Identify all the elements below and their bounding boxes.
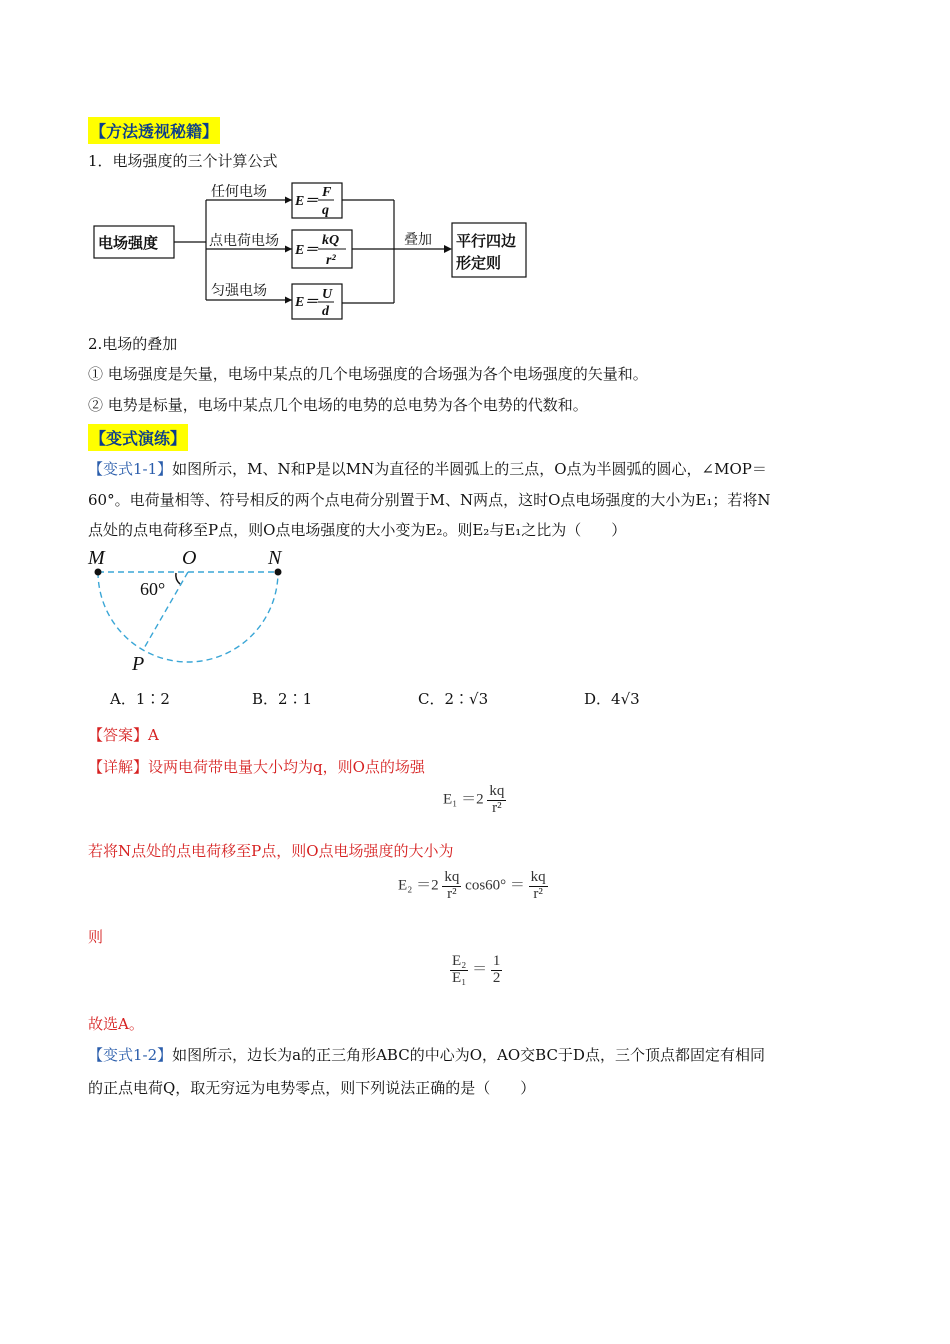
equation-2	[398, 870, 548, 903]
formula-1-num: F	[322, 185, 332, 200]
diagram-branch-2: 点电荷电场	[209, 233, 279, 249]
arrow-3	[285, 297, 292, 304]
equation-3	[450, 954, 502, 987]
option-c[interactable]: C．2∶√3	[418, 690, 489, 708]
eq3-num2: 1	[492, 953, 501, 969]
q1-line-1	[88, 458, 767, 479]
diagram-branch-1: 任何电场	[211, 184, 267, 200]
point-N	[275, 569, 282, 576]
label-P: P	[132, 653, 145, 674]
eq2-den: r²	[447, 885, 457, 902]
label-M: M	[88, 547, 105, 569]
diagram-result-line-1: 平行四边	[456, 232, 517, 250]
formula-2-num: kQ	[322, 233, 340, 248]
eq1-lhs: E₁ ＝2	[443, 791, 484, 808]
q2-line-1	[88, 1044, 765, 1065]
eq2-num2: kq	[530, 869, 546, 885]
q1-then: 则	[88, 928, 104, 946]
diagram-result-line-2: 形定则	[456, 254, 502, 272]
label-O: O	[182, 547, 197, 569]
q2-text-1: 如图所示，边长为a的正三角形ABC的中心为O，AO交BC于D点，三个顶点都固定有相同	[172, 1046, 765, 1064]
point-M	[95, 569, 102, 576]
eq2-den2: r²	[533, 885, 543, 902]
section-title-practice: 【变式演练】	[88, 424, 188, 451]
q1-answer: 【答案】A	[88, 726, 159, 744]
method-item-1: 1．电场强度的三个计算公式	[88, 152, 278, 170]
option-a[interactable]: A．1∶2	[110, 690, 170, 708]
eq1-den: r²	[492, 799, 502, 816]
formula-1-den: q	[322, 203, 329, 218]
option-d[interactable]: D．4√3	[584, 690, 640, 708]
diagram-merge-label: 叠加	[404, 232, 432, 248]
q2-text-2: 的正点电荷Q，取无穷远为电势零点，则下列说法正确的是（ ）	[88, 1079, 536, 1097]
diagram-branch-3: 匀强电场	[211, 283, 267, 299]
formula-3-den: d	[322, 304, 329, 319]
formula-1-lhs: E＝	[295, 194, 319, 209]
q1-text-3: 点处的点电荷移至P点，则O点电场强度的大小变为E₂。则E₂与E₁之比为（ ）	[88, 521, 627, 539]
field-strength-diagram	[88, 178, 538, 324]
eq2-num: kq	[444, 869, 460, 885]
q1-detail-tag: 【详解】	[88, 758, 149, 776]
formula-3-lhs: E＝	[295, 295, 319, 310]
label-angle: 60°	[140, 579, 166, 599]
arrow-merge	[444, 245, 452, 253]
eq3-num: E₂	[452, 953, 467, 969]
eq3-den2: 2	[492, 969, 501, 986]
section-title-method: 【方法透视秘籍】	[88, 117, 220, 144]
formula-2-lhs: E＝	[295, 243, 319, 258]
q1-text-1: 如图所示，M、N和P是以MN为直径的半圆弧上的三点，O点为半圆弧的圆心，∠MOP＝	[172, 460, 767, 478]
method-point-1: ① 电场强度是矢量，电场中某点的几个电场强度的合场强为各个电场强度的矢量和。	[88, 365, 648, 383]
diagram-root: 电场强度	[98, 234, 159, 252]
formula-2-den: r²	[326, 253, 336, 268]
q1-text-2: 60°。电荷量相等、符号相反的两个点电荷分别置于M、N两点，这时O点电场强度的大小为E₁；若将N	[88, 491, 771, 509]
q1-detail	[88, 756, 425, 777]
q1-conclusion: 故选A。	[88, 1015, 144, 1033]
eq3-den: E₁	[452, 969, 467, 986]
eq2-mid: cos60° ＝	[465, 877, 525, 894]
q1-tag: 【变式1-1】	[88, 460, 173, 478]
method-item-2: 2.电场的叠加	[88, 335, 178, 353]
eq3-eq: ＝	[472, 961, 488, 978]
q2-tag: 【变式1-2】	[88, 1046, 173, 1064]
formula-3-num: U	[322, 287, 333, 302]
label-N: N	[268, 547, 282, 569]
option-b[interactable]: B．2∶1	[252, 690, 313, 708]
semicircle-figure	[84, 544, 298, 674]
arrow-2	[285, 246, 292, 253]
q1-mid-text: 若将N点处的点电荷移至P点，则O点电场强度的大小为	[88, 842, 454, 860]
eq2-lhs: E₂ ＝2	[398, 877, 439, 894]
eq1-num: kq	[489, 783, 505, 799]
q1-detail-text: 设两电荷带电量大小均为q，则O点的场强	[148, 758, 425, 776]
equation-1	[443, 784, 506, 817]
arrow-1	[285, 197, 292, 204]
method-point-2: ② 电势是标量，电场中某点几个电场的电势的总电势为各个电势的代数和。	[88, 396, 588, 414]
